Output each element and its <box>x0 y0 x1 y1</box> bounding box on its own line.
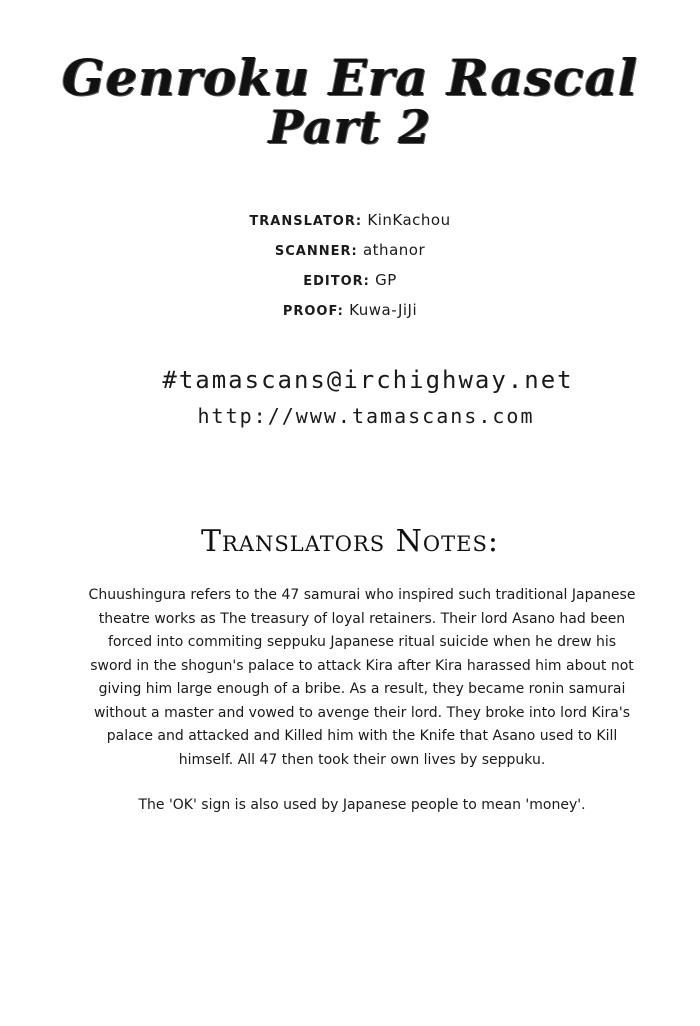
credit-translator <box>0 206 700 236</box>
credit-scanner <box>0 236 700 266</box>
credit-translator-label: TRANSLATOR: <box>249 214 363 229</box>
credit-scanner-label: SCANNER: <box>274 244 358 259</box>
note-paragraph-ok-sign: The 'OK' sign is also used by Japanese people to mean 'money'. <box>138 797 586 813</box>
credit-proof-label: PROOF: <box>282 304 344 319</box>
page-title: Genroku Era Rascal <box>61 48 639 107</box>
credit-scanner-value: athanor <box>362 241 426 259</box>
credit-editor <box>0 266 700 296</box>
credit-editor-value: GP <box>375 271 397 289</box>
page-subtitle: Part 2 <box>268 100 432 154</box>
credit-proof-value: Kuwa-JiJi <box>349 301 418 319</box>
irc-channel: #tamascans@irchighway.net <box>162 366 574 394</box>
website-url: http://www.tamascans.com <box>197 404 535 428</box>
notes-heading: Translators Notes: <box>201 524 499 559</box>
credit-translator-value: KinKachou <box>367 211 451 229</box>
note-paragraph-chuushingura: Chuushingura refers to the 47 samurai who inspired such traditional Japanese theatre works as The treasury of loyal retainers. Their lord Asano had been forced into commiting seppuku Japanese ritual suicide when he drew his sword in the shogun's palace to attack Kira after Kira harassed him about not giving him large enough of a bribe. As a result, they became ronin samurai without a master and vowed to avenge their lord. They broke into lord Kira's palace and attacked and Killed him with the Knife that Asano used to Kill himself. All 47 then took their own lives by seppuku. <box>88 587 636 768</box>
credit-editor-label: EDITOR: <box>303 274 370 289</box>
credit-proof <box>0 296 700 326</box>
notes-body <box>86 584 638 818</box>
credits-block <box>0 206 700 326</box>
